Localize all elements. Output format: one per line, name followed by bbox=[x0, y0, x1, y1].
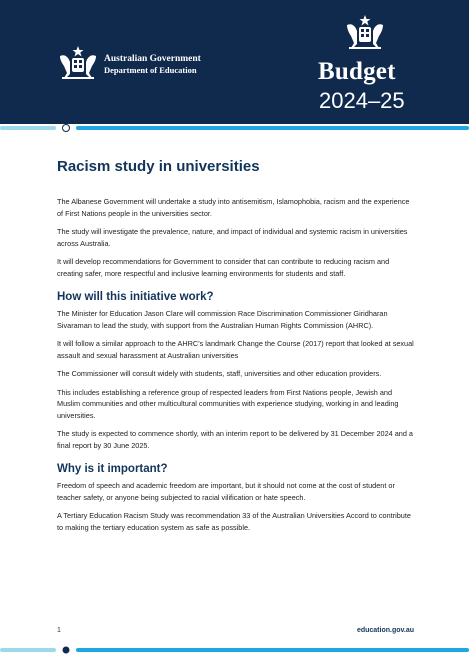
body-paragraph: The Commissioner will consult widely with students, staff, universities and other education providers. bbox=[57, 369, 382, 378]
government-branding bbox=[104, 53, 201, 76]
page-title: Racism study in universities bbox=[57, 158, 260, 175]
intro-paragraph: It will develop recommendations for Government to consider that can contribute to reducing racism and creating safer, more respectful and inclusive learning environments for students and staff. bbox=[57, 257, 390, 278]
decorative-stripe bbox=[0, 124, 469, 132]
intro-paragraph: The Albanese Government will undertake a study into antisemitism, Islamophobia, racism and the experience of First Nations people in the universities sector. bbox=[57, 197, 410, 218]
coat-of-arms-icon bbox=[56, 44, 100, 82]
page-number: 1 bbox=[57, 627, 61, 634]
section-heading: How will this initiative work? bbox=[57, 291, 214, 303]
main-content bbox=[57, 158, 415, 533]
page-header bbox=[0, 0, 469, 124]
body-paragraph: The Minister for Education Jason Clare will commission Race Discrimination Commissioner Giridharan Sivaraman to lead the study, with support from the Australian Human Rights Commission (AHRC). bbox=[57, 309, 388, 330]
coat-of-arms-icon bbox=[342, 14, 388, 52]
department-name: Department of Education bbox=[104, 65, 197, 75]
body-paragraph: A Tertiary Education Racism Study was recommendation 33 of the Australian Universities Accord to contribute to making the tertiary education system as safe as possible. bbox=[57, 511, 411, 532]
body-paragraph: It will follow a similar approach to the AHRC’s landmark Change the Course (2017) report that looked at sexual assault and sexual harassment at Australian universities bbox=[57, 339, 414, 360]
intro-paragraph: The study will investigate the prevalence, nature, and impact of individual and systemic racism in universities across Australia. bbox=[57, 227, 408, 248]
budget-title: Budget bbox=[318, 58, 396, 85]
body-paragraph: Freedom of speech and academic freedom are important, but it should not come at the cost of student or teacher safety, or anyone being subjected to racial vilification or hate speech. bbox=[57, 481, 395, 502]
body-paragraph: The study is expected to commence shortly, with an interim report to be delivered by 31 December 2024 and a final report by 30 June 2025. bbox=[57, 429, 413, 450]
decorative-stripe bbox=[0, 646, 469, 654]
footer-website-link[interactable]: education.gov.au bbox=[356, 627, 414, 634]
body-paragraph: This includes establishing a reference group of respected leaders from First Nations people, Jewish and Muslim communities and other multicultural communities with experience studying, working in and leading universities. bbox=[57, 387, 399, 420]
government-name: Australian Government bbox=[104, 54, 201, 64]
budget-year: 2024–25 bbox=[319, 88, 405, 113]
section-heading: Why is it important? bbox=[57, 463, 168, 475]
